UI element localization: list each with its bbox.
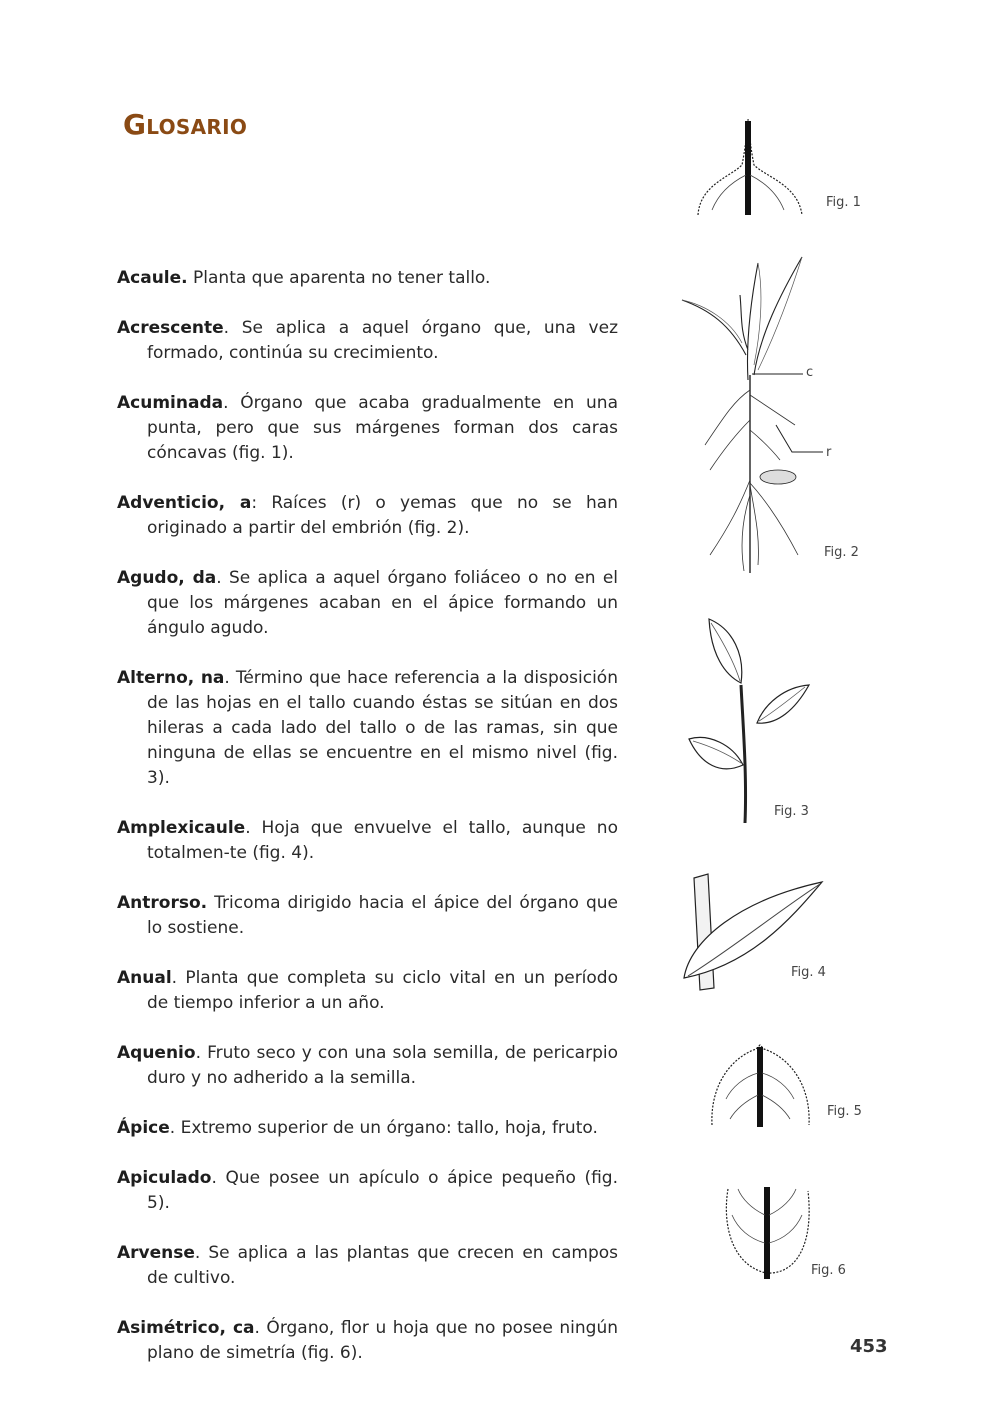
page-number: 453	[850, 1336, 888, 1357]
entry-definition: . Que posee un apículo o ápice pequeño (fig. 5).	[147, 1168, 618, 1213]
glossary-entry	[117, 816, 618, 866]
entry-definition: . Se aplica a aquel órgano que, una vez formado, continúa su crecimiento.	[147, 318, 618, 363]
entry-term: Asimétrico, ca	[117, 1318, 255, 1338]
entry-definition: . Hoja que envuelve el tallo, aunque no totalmen-te (fig. 4).	[147, 818, 618, 863]
figure-1	[690, 115, 870, 225]
glossary-entry	[117, 1316, 618, 1366]
entry-term: Acaule.	[117, 268, 188, 288]
entry-term: Amplexicaule	[117, 818, 246, 838]
label-leader-lines	[680, 255, 870, 575]
glossary-entry	[117, 1241, 618, 1291]
entry-term: Ápice	[117, 1118, 170, 1138]
glossary-entry	[117, 966, 618, 1016]
glossary-entry	[117, 316, 618, 366]
glossary-entries	[117, 266, 618, 1391]
figure-4	[680, 870, 840, 995]
entry-definition: Planta que aparenta no tener tallo.	[187, 268, 491, 288]
entry-term: Alterno, na	[117, 668, 225, 688]
callout-label-r: r	[826, 445, 832, 460]
figure-2	[680, 255, 870, 575]
glossary-entry	[117, 491, 618, 541]
entry-definition: Tricoma dirigido hacia el ápice del órgano que lo sostiene.	[147, 893, 618, 938]
apiculate-leaf-illustration	[708, 1043, 813, 1128]
entry-term: Adventicio, a	[117, 493, 252, 513]
figure-label: Fig. 4	[791, 965, 826, 980]
entry-definition: . Extremo superior de un órgano: tallo, hoja, fruto.	[169, 1118, 598, 1138]
entry-definition: . Planta que completa su ciclo vital en un período de tiempo inferior a un año.	[147, 968, 618, 1013]
figure-label: Fig. 2	[824, 545, 859, 560]
entry-term: Antrorso.	[117, 893, 208, 913]
entry-definition: . Término que hace referencia a la disposición de las hojas en el tallo cuando éstas se sitúan en dos hileras a cada lado del tallo o de las ramas, sin que ninguna de ellas se encuentre en el mismo nivel (fig. 3).	[147, 668, 618, 788]
entry-definition: . Fruto seco y con una sola semilla, de pericarpio duro y no adherido a la semilla.	[147, 1043, 618, 1088]
glossary-entry	[117, 266, 618, 291]
glossary-entry	[117, 566, 618, 641]
glossary-entry	[117, 1116, 618, 1141]
figure-label: Fig. 1	[826, 195, 861, 210]
glossary-entry	[117, 1166, 618, 1216]
entry-definition: . Se aplica a las plantas que crecen en campos de cultivo.	[147, 1243, 618, 1288]
glossary-entry	[117, 1041, 618, 1091]
figure-5	[708, 1043, 868, 1128]
figure-6	[722, 1185, 857, 1285]
page-title: Glosario	[123, 108, 248, 141]
entry-term: Anual	[117, 968, 172, 988]
acuminate-leaf-illustration	[690, 115, 810, 220]
entry-term: Arvense	[117, 1243, 195, 1263]
entry-term: Apiculado	[117, 1168, 212, 1188]
entry-term: Agudo, da	[117, 568, 217, 588]
entry-definition: . Órgano, flor u hoja que no posee ningún plano de simetría (fig. 6).	[147, 1318, 618, 1363]
figure-label: Fig. 5	[827, 1104, 862, 1119]
entry-definition: . Se aplica a aquel órgano foliáceo o no en el que los márgenes acaban en el ápice formando un ángulo agudo.	[147, 568, 618, 638]
alternate-leaves-illustration	[685, 615, 815, 827]
glossary-entry	[117, 391, 618, 466]
asymmetric-leaf-illustration	[722, 1185, 814, 1281]
entry-term: Acuminada	[117, 393, 224, 413]
figure-label: Fig. 3	[774, 804, 809, 819]
glossary-entry	[117, 666, 618, 791]
entry-term: Aquenio	[117, 1043, 196, 1063]
figure-label: Fig. 6	[811, 1263, 846, 1278]
figure-3	[685, 615, 835, 830]
glossary-entry	[117, 891, 618, 941]
entry-term: Acrescente	[117, 318, 224, 338]
entry-definition: . Órgano que acaba gradualmente en una punta, pero que sus márgenes forman dos caras cóncavas (fig. 1).	[147, 393, 618, 463]
entry-definition: : Raíces (r) o yemas que no se han originado a partir del embrión (fig. 2).	[147, 493, 618, 538]
callout-label-c: c	[806, 365, 814, 380]
